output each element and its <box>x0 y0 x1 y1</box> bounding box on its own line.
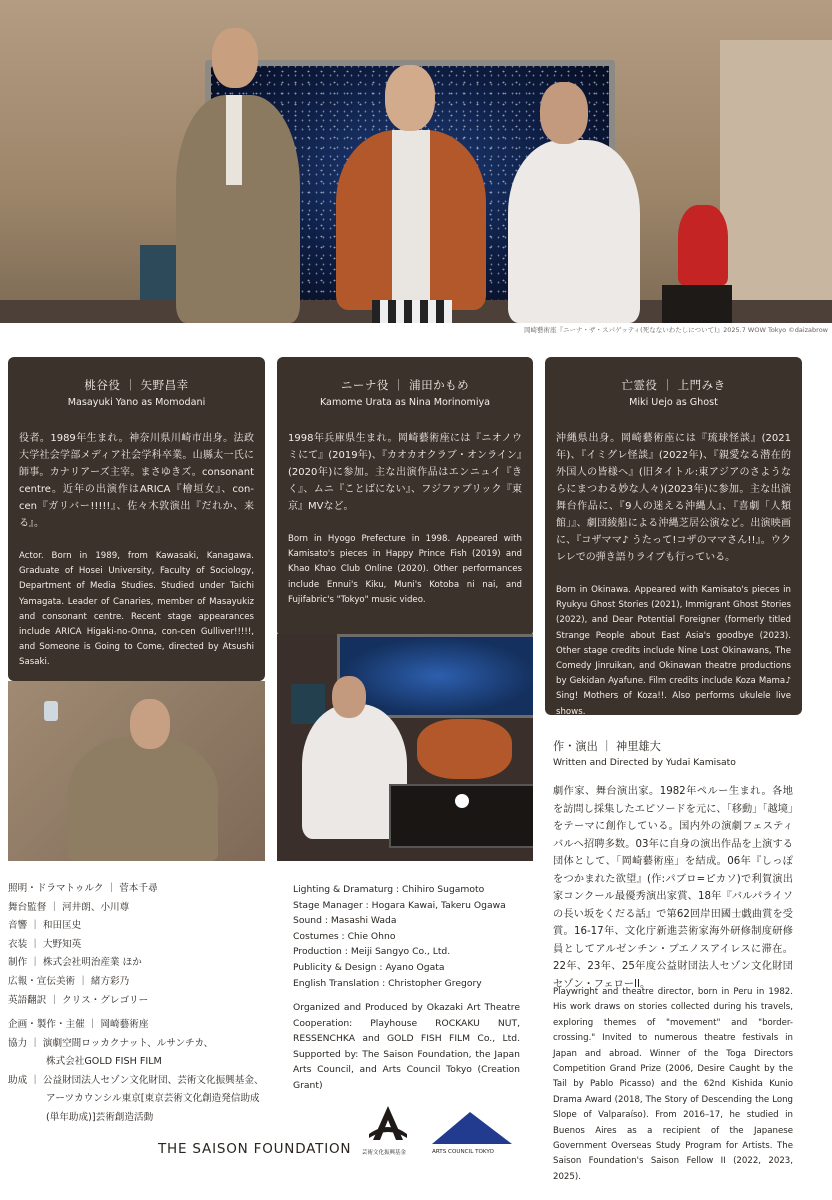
credit-line: Stage Manager : Hogara Kawai, Takeru Ogawa <box>293 899 506 911</box>
cast-card-yano <box>8 357 265 681</box>
wall-panel <box>720 40 832 323</box>
production-jp <box>8 1016 283 1128</box>
director-subheading: Written and Directed by Yudai Kamisato <box>553 757 736 768</box>
credit-line: 舞台監督 ｜ 河井朗、小川尊 <box>8 901 130 913</box>
credit-line: Sound : Masashi Wada <box>293 915 397 927</box>
credit-line: 英語翻訳 ｜ クリス・グレゴリー <box>8 994 149 1006</box>
credit-line: 照明・ドラマトゥルク ｜ 菅本千尋 <box>8 883 158 894</box>
cast-card-uejo <box>545 357 802 715</box>
cast-name-jp: ニーナ役 ｜ 浦田かもめ <box>340 378 470 392</box>
organized-en: Organized and Produced by Okazaki Art Theatre Cooperation: Playhouse ROCKAKU NUT, RESSENCHKA and GOLD FISH FILM Co., Ltd. Supported by: The Saison Foundation, the Japan Arts Council, and Arts Council Tokyo (Creation Grant) <box>293 1002 520 1091</box>
production-line: (単年助成)]芸術創造活動 <box>46 1111 154 1123</box>
credits-en <box>293 882 533 991</box>
figure-ghost-head <box>540 82 588 144</box>
production-line: 協力 ｜ 演劇空間ロッカクナット、ルサンチカ、 <box>8 1037 214 1049</box>
photo-caption: 岡崎藝術座『ニーナ・ザ・スパゲッティ(死なないわたしについて)』2025.7 WOW Tokyo ©daizabrow <box>523 326 828 334</box>
figure-ghost-head <box>332 676 366 718</box>
arts-council-logo-text: ARTS COUNCIL TOKYO <box>432 1149 494 1155</box>
dark-case <box>662 285 732 323</box>
japan-arts-logo-mark <box>365 1104 411 1142</box>
hero-photo <box>0 0 832 323</box>
red-bag <box>678 205 728 285</box>
director-heading: 作・演出 ｜ 神里雄大 <box>553 740 661 753</box>
saison-logo: THE SAISON FOUNDATION <box>158 1141 352 1157</box>
credits-jp <box>8 880 270 1010</box>
cast-bio-jp: 沖縄県出身。岡崎藝術座には『琉球怪談』(2021年)、『イミグレ怪談』(2022年)、『親愛なる潜在的外国人の皆様へ』(旧タイトル:東アジアのさようならにまつわる妙な人々)(2023年)に参加。主な出演舞台作品に、『9人の迷える沖縄人』、『喜劇「人類館」』、劇団綾船による沖縄芝居公演など。出演映画に、『コザママ♪ うたって!コザのママさん!!』。ウクレレでの弾き語りライブも行っている。 <box>556 433 791 563</box>
light-orb <box>455 794 469 808</box>
checkered-pants <box>372 300 452 323</box>
credit-line: Publicity & Design : Ayano Ogata <box>293 961 445 973</box>
credit-line: 音響 ｜ 和田匡史 <box>8 920 82 932</box>
cast-bio-jp: 役者。1989年生まれ。神奈川県川崎市出身。法政大学社会学部メディア社会学科卒業。山縣太一氏に師事。カナリアーズ主宰。まさゆきズ。consonant centre。近年の出演作はARICA『檜垣女』、con-cen『ガリバー!!!!!』、佐々木敦演出『だれか、来る』。 <box>19 433 254 529</box>
production-line: 助成 ｜ 公益財団法人セゾン文化財団、芸術文化振興基金、 <box>8 1074 264 1086</box>
figure-woman-tshirt <box>392 130 430 300</box>
cast-name-jp: 桃谷役 ｜ 矢野昌幸 <box>84 378 189 392</box>
figure-ghost-robe <box>508 140 640 323</box>
cast-name-en: Kamome Urata as Nina Morinomiya <box>319 397 491 408</box>
cast-name-en: Miki Uejo as Ghost <box>629 397 718 408</box>
production-line: 企画・製作・主催 ｜ 岡崎藝術座 <box>8 1019 149 1030</box>
japan-arts-logo-text: 芸術文化振興基金 <box>362 1150 407 1156</box>
cast-bio-jp: 1998年兵庫県生まれ。岡崎藝術座には『ニオノウミにて』(2019年)、『カオカオクラブ・オンライン』(2020年)に参加。主な出演作品はエンニュイ『きく』、ムニ『ことばにない』、フジファブリック『東京』MVなど。 <box>288 433 522 512</box>
cast-bio-en: Born in Hyogo Prefecture in 1998. Appeared with Kamisato's pieces in Happy Prince Fish (2019) and Khao Khao Club Online (2020). Other performances include Ennui's Kiku, Muni's Kotoba ni nai, and Fujifabric's "Tokyo" music video. <box>288 534 522 605</box>
glass <box>44 701 58 721</box>
stage-photo-yano <box>8 681 265 861</box>
figure-man-head <box>212 28 258 88</box>
credit-line: Costumes : Chie Ohno <box>293 930 396 942</box>
figure-man-suit <box>68 736 218 861</box>
cast-bio-en: Actor. Born in 1989, from Kawasaki, Kanagawa. Graduate of Hosei University, Faculty of Sociology, Department of Media Studies. Studied under Taichi Yamagata. Leader of Canaries, member of Masayukiz and consonant centre. Recent stage appearances include ARICA Higaki-no-Onna, con-cen Gulliver!!!!!, and Someone is Going to Come, directed by Atsushi Sasaki. <box>19 551 254 668</box>
cast-name-jp: 亡霊役 ｜ 上門みき <box>621 378 726 392</box>
stage-photo-urata-uejo <box>277 634 533 861</box>
production-line: アーツカウンシル東京[東京芸術文化創造発信助成 <box>46 1093 260 1105</box>
credit-line: 衣装 ｜ 大野知英 <box>8 938 82 950</box>
figure-man-head <box>130 699 170 749</box>
director-bio-jp: 劇作家、舞台演出家。1982年ペルー生まれ。各地を訪問し採集したエピソードを元に、「移動」「越境」をテーマに創作している。国内外の演劇フェスティバルへ招聘多数。03年に自身の演出作品を上演する団体として、「岡崎藝術座」を結成。06年『しっぽをつかまれた欲望』(作:パブロ=ピカソ)で利賀演出家コンクール最優秀演出家賞、18年『バルパライソの長い坂をくだる話』で第62回岸田國士戯曲賞を受賞。16-17年、文化庁新進芸術家海外研修制度研修員としてアルゼンチン・ブエノスアイレスに滞在。22年、23年、25年度公益財団法人セゾン文化財団セゾン・フェローII。 <box>553 786 793 990</box>
credit-line: 広報・宣伝美術 ｜ 緒方彩乃 <box>8 975 130 987</box>
figure-man-shirt <box>226 95 242 185</box>
director-bio-en: Playwright and theatre director, born in Peru in 1982. His work draws on stories collected during his travels, exploring themes of "movement" and "border-crossing." Invited to numerous theatre festivals in Japan and abroad. Winner of the Toga Directors Competition Grand Prize (2006, Desire Caught by the Tail by Pablo Picasso) and the 62nd Kishida Kunio Drama Award (2018, The Story of Descending the Long Slope of Valparaíso). From 2016–17, he studied in Buenos Aires as a recipient of the Japanese Government Overseas Study Program for Artists. The Saison Foundation's Saison Fellow II (2022, 2023, 2025). <box>553 987 793 1182</box>
cast-card-urata <box>277 357 533 637</box>
arts-council-logo-mark <box>432 1110 512 1146</box>
production-line: 株式会社GOLD FISH FILM <box>46 1056 162 1068</box>
figure-woman-jacket <box>417 719 512 779</box>
credit-line: Production : Meiji Sangyo Co., Ltd. <box>293 946 451 958</box>
credit-line: Lighting & Dramaturg : Chihiro Sugamoto <box>293 884 485 895</box>
cast-name-en: Masayuki Yano as Momodani <box>67 397 206 408</box>
credit-line: 制作 ｜ 株式会社明治産業 ほか <box>8 957 142 969</box>
cast-bio-en: Born in Okinawa. Appeared with Kamisato's pieces in Ryukyu Ghost Stories (2021), Immigrant Ghost Stories (2022), and Dear Potential Foreigner (formerly titled Strange People about East Asia's goodbye (2023). Other stage credits include Nine Lost Okinawans, The Comedy Jinruikan, and Okinawan theatre productions by Gekidan Ayafune. Film credits include Koza Mama♪ Sing! Mothers of Koza!!. Also performs ukulele live shows. <box>556 585 791 717</box>
figure-woman-head <box>385 65 435 131</box>
credit-line: English Translation : Christopher Gregory <box>293 977 482 989</box>
